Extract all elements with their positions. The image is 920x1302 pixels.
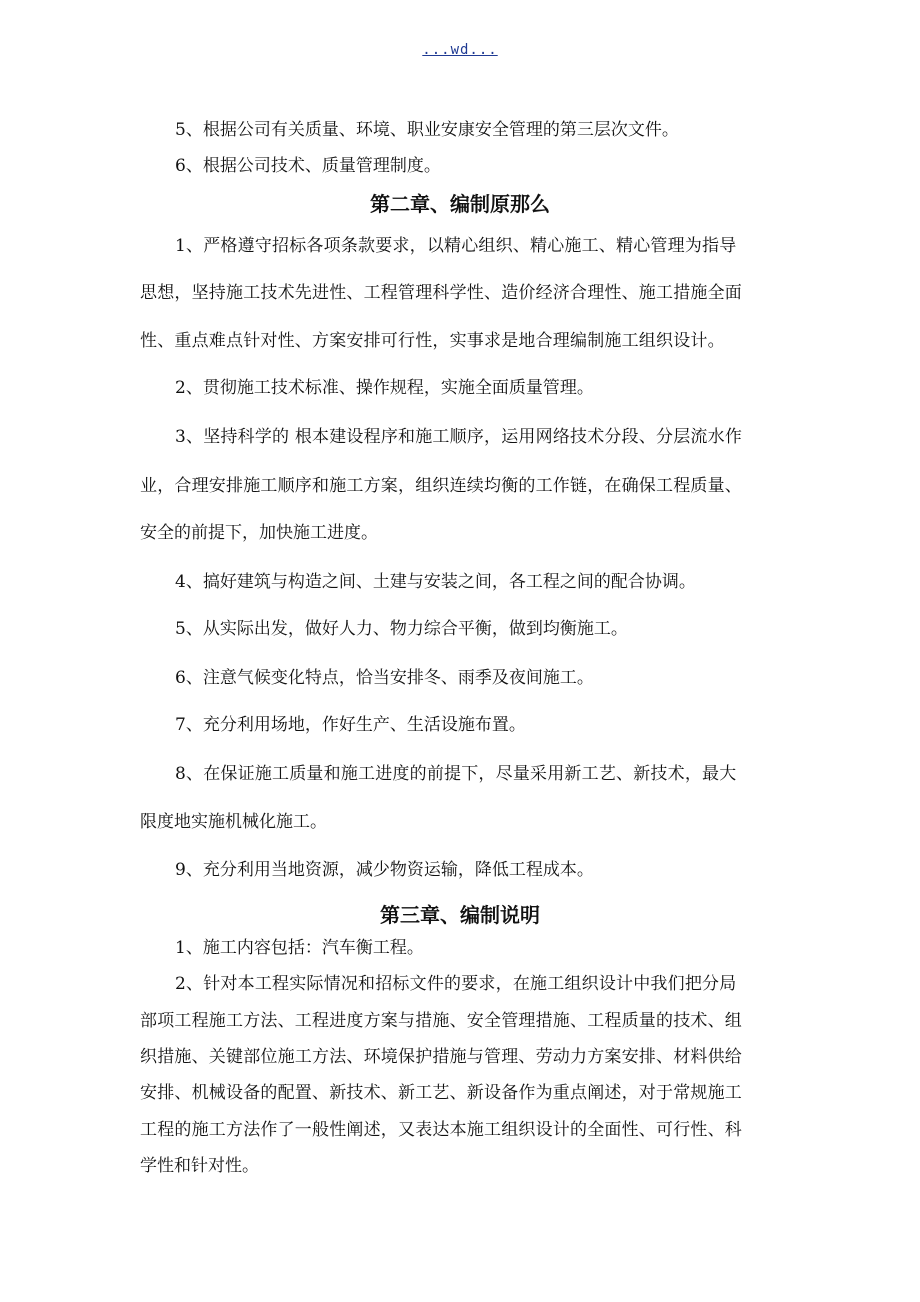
- principle-6: 6、注意气候变化特点，恰当安排冬、雨季及夜间施工。: [175, 668, 594, 688]
- principle-8-line-2: 限度地实施机械化施工。: [140, 812, 327, 832]
- header-watermark: ...wd...: [422, 42, 498, 58]
- principle-5: 5、从实际出发，做好人力、物力综合平衡，做到均衡施工。: [175, 619, 628, 639]
- principle-7: 7、充分利用场地，作好生产、生活设施布置。: [175, 715, 526, 735]
- principle-2: 2、贯彻施工技术标准、操作规程，实施全面质量管理。: [175, 378, 594, 398]
- principle-1-line-1: 1、严格遵守招标各项条款要求，以精心组织、精心施工、精心管理为指导: [175, 236, 737, 256]
- explanation-2-line-1: 2、针对本工程实际情况和招标文件的要求，在施工组织设计中我们把分局: [175, 974, 737, 994]
- explanation-2-line-2: 部项工程施工方法、工程进度方案与措施、安全管理措施、工程质量的技术、组: [140, 1011, 742, 1031]
- principle-1-line-2: 思想，坚持施工技术先进性、工程管理科学性、造价经济合理性、施工措施全面: [140, 283, 742, 303]
- chapter-2-title: 第二章、编制原那么: [370, 192, 550, 216]
- explanation-1: 1、施工内容包括：汽车衡工程。: [175, 938, 424, 958]
- explanation-2-line-5: 工程的施工方法作了一般性阐述，又表达本施工组织设计的全面性、可行性、科: [140, 1120, 742, 1140]
- principle-9: 9、充分利用当地资源，减少物资运输，降低工程成本。: [175, 860, 594, 880]
- explanation-2-line-4: 安排、机械设备的配置、新技术、新工艺、新设备作为重点阐述，对于常规施工: [140, 1083, 742, 1103]
- principle-3-line-1: 3、坚持科学的 根本建设程序和施工顺序，运用网络技术分段、分层流水作: [175, 427, 743, 447]
- principle-3-line-3: 安全的前提下，加快施工进度。: [140, 523, 378, 543]
- principle-4: 4、搞好建筑与构造之间、土建与安装之间，各工程之间的配合协调。: [175, 572, 696, 592]
- principle-3-line-2: 业，合理安排施工顺序和施工方案，组织连续均衡的工作链，在确保工程质量、: [140, 476, 742, 496]
- principle-1-line-3: 性、重点难点针对性、方案安排可行性，实事求是地合理编制施工组织设计。: [140, 331, 725, 351]
- intro-item-6: 6、根据公司技术、质量管理制度。: [175, 156, 441, 176]
- principle-8-line-1: 8、在保证施工质量和施工进度的前提下，尽量采用新工艺、新技术，最大: [175, 764, 737, 784]
- explanation-2-line-6: 学性和针对性。: [140, 1156, 259, 1176]
- intro-item-5: 5、根据公司有关质量、环境、职业安康安全管理的第三层次文件。: [175, 120, 679, 140]
- explanation-2-line-3: 织措施、关键部位施工方法、环境保护措施与管理、劳动力方案安排、材料供给: [140, 1047, 742, 1067]
- chapter-3-title: 第三章、编制说明: [380, 903, 540, 927]
